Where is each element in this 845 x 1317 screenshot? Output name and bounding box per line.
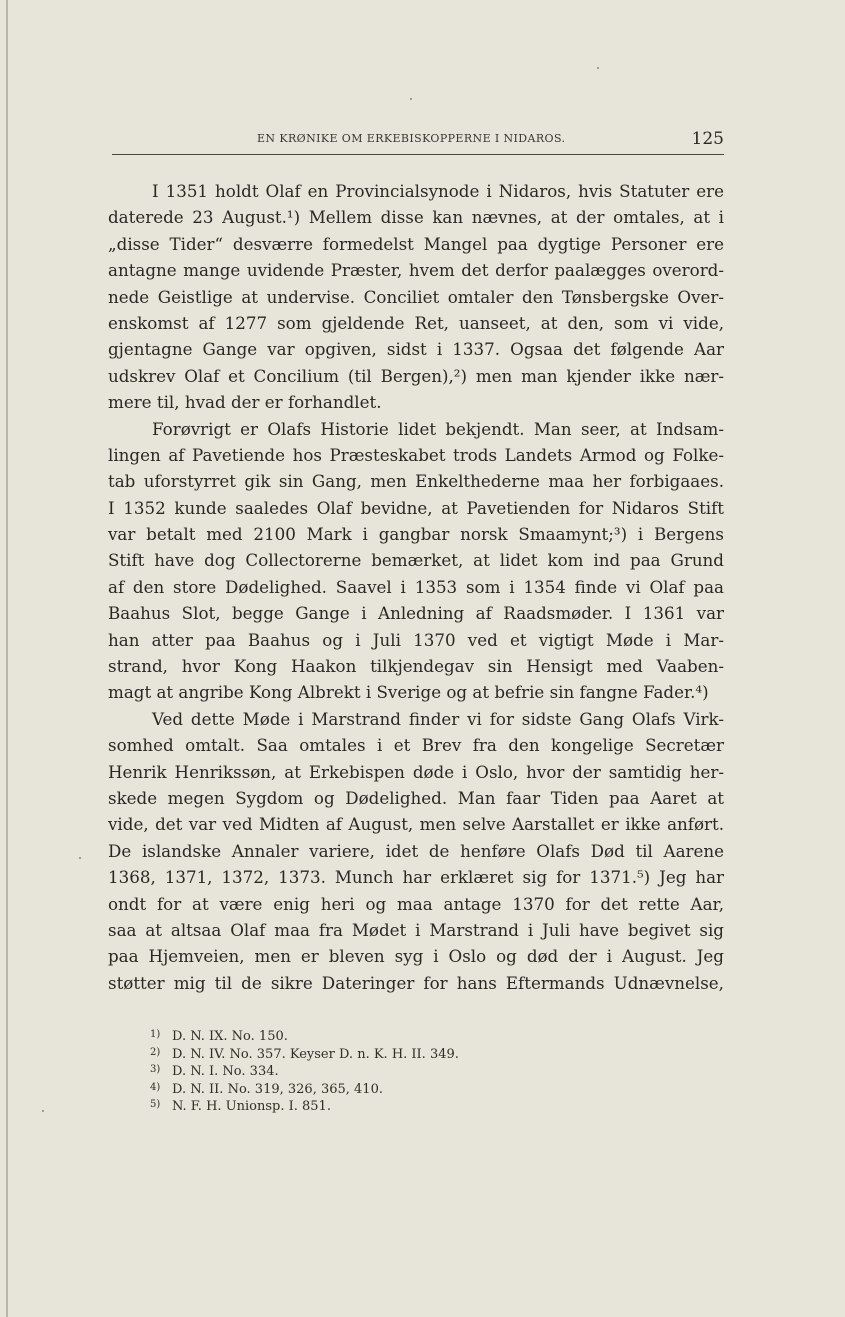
- text-line: Stift have dog Collectorerne bemærket, at lidet kom ind paa Grund: [108, 550, 724, 571]
- text-line: udskrev Olaf et Concilium (til Bergen),²) men man kjender ikke nær-: [108, 365, 724, 386]
- text-line: gjentagne Gange var opgiven, sidst i 1337. Ogsaa det følgende Aar: [108, 339, 724, 360]
- paper-speck: [79, 857, 81, 859]
- text-line: af den store Dødelighed. Saavel i 1353 som i 1354 finde vi Olaf paa: [108, 576, 724, 597]
- paper-speck: [42, 1110, 44, 1112]
- page-number: 125: [691, 129, 724, 149]
- text-line: magt at angribe Kong Albrekt i Sverige og at befrie sin fangne Fader.⁴): [108, 682, 709, 703]
- running-header-title: EN KRØNIKE OM ERKEBISKOPPERNE I NIDAROS.: [257, 132, 566, 145]
- footnote: [150, 1096, 570, 1114]
- text-line: vide, det var ved Midten af August, men selve Aarstallet er ikke anført.: [108, 814, 724, 835]
- footnote-text: D. N. IX. No. 150.: [172, 1029, 288, 1044]
- text-line: I 1352 kunde saaledes Olaf bevidne, at Pavetienden for Nidaros Stift: [108, 497, 724, 518]
- footnotes: [150, 1026, 570, 1114]
- text-line: Forøvrigt er Olafs Historie lidet bekjendt. Man seer, at Indsam-: [152, 418, 724, 439]
- footnote-mark: 5): [150, 1099, 161, 1111]
- text-line: lingen af Pavetiende hos Præsteskabet trods Landets Armod og Folke-: [108, 444, 724, 465]
- footnote-text: D. N. IV. No. 357. Keyser D. n. K. H. II. 349.: [172, 1046, 459, 1062]
- text-line: var betalt med 2100 Mark i gangbar norsk Smaamynt;³) i Bergens: [108, 524, 724, 545]
- footnote-text: D. N. II. No. 319, 326, 365, 410.: [172, 1081, 383, 1097]
- text-line: enskomst af 1277 som gjeldende Ret, uanseet, at den, som vi vide,: [108, 312, 724, 333]
- text-line: Ved dette Møde i Marstrand finder vi for sidste Gang Olafs Virk-: [152, 708, 724, 729]
- footnote: [150, 1061, 570, 1079]
- paper-speck: [597, 67, 599, 69]
- text-line: mere til, hvad der er forhandlet.: [108, 392, 382, 413]
- footnote-mark: 2): [150, 1046, 161, 1058]
- text-line: De islandske Annaler variere, idet de henføre Olafs Død til Aarene: [108, 840, 724, 861]
- text-line: støtter mig til de sikre Dateringer for hans Eftermands Udnævnelse,: [108, 972, 724, 993]
- footnote-text: N. F. H. Unionsp. I. 851.: [172, 1099, 331, 1115]
- text-line: somhed omtalt. Saa omtales i et Brev fra den kongelige Secretær: [108, 735, 724, 756]
- text-line: Baahus Slot, begge Gange i Anledning af Raadsmøder. I 1361 var: [108, 603, 724, 624]
- text-line: 1368, 1371, 1372, 1373. Munch har erklæret sig for 1371.⁵) Jeg har: [108, 867, 724, 888]
- body-text: [108, 178, 724, 996]
- footnote-text: D. N. I. No. 334.: [172, 1064, 279, 1080]
- page-binding-edge: [6, 0, 8, 1317]
- paper-speck: [410, 98, 412, 100]
- text-line: antagne mange uvidende Præster, hvem det derfor paalægges overord-: [108, 260, 724, 281]
- footnote-mark: 1): [150, 1029, 161, 1040]
- footnote-mark: 3): [150, 1064, 161, 1076]
- text-line: paa Hjemveien, men er bleven syg i Oslo og død der i August. Jeg: [108, 946, 724, 967]
- text-line: strand, hvor Kong Haakon tilkjendegav sin Hensigt med Vaaben-: [108, 656, 724, 677]
- text-line: „disse Tider“ desværre formedelst Mangel paa dygtige Personer ere: [108, 233, 724, 254]
- footnote: [150, 1044, 570, 1062]
- footnote: [150, 1026, 570, 1044]
- text-line: I 1351 holdt Olaf en Provincialsynode i Nidaros, hvis Statuter ere: [152, 181, 724, 201]
- text-line: daterede 23 August.¹) Mellem disse kan nævnes, at der omtales, at i: [108, 207, 724, 228]
- text-line: skede megen Sygdom og Dødelighed. Man faar Tiden paa Aaret at: [108, 787, 724, 808]
- text-line: ondt for at være enig heri og maa antage 1370 for det rette Aar,: [108, 893, 724, 914]
- text-line: han atter paa Baahus og i Juli 1370 ved et vigtigt Møde i Mar-: [108, 629, 724, 650]
- footnote-mark: 4): [150, 1081, 161, 1093]
- footnote: [150, 1079, 570, 1097]
- text-line: nede Geistlige at undervise. Conciliet omtaler den Tønsbergske Over-: [108, 286, 724, 307]
- running-header: [112, 128, 724, 155]
- text-line: tab uforstyrret gik sin Gang, men Enkelthederne maa her forbigaaes.: [108, 471, 724, 492]
- text-line: Henrik Henrikssøn, at Erkebispen døde i Oslo, hvor der samtidig her-: [108, 761, 724, 782]
- text-line: saa at altsaa Olaf maa fra Mødet i Marstrand i Juli have begivet sig: [108, 919, 724, 940]
